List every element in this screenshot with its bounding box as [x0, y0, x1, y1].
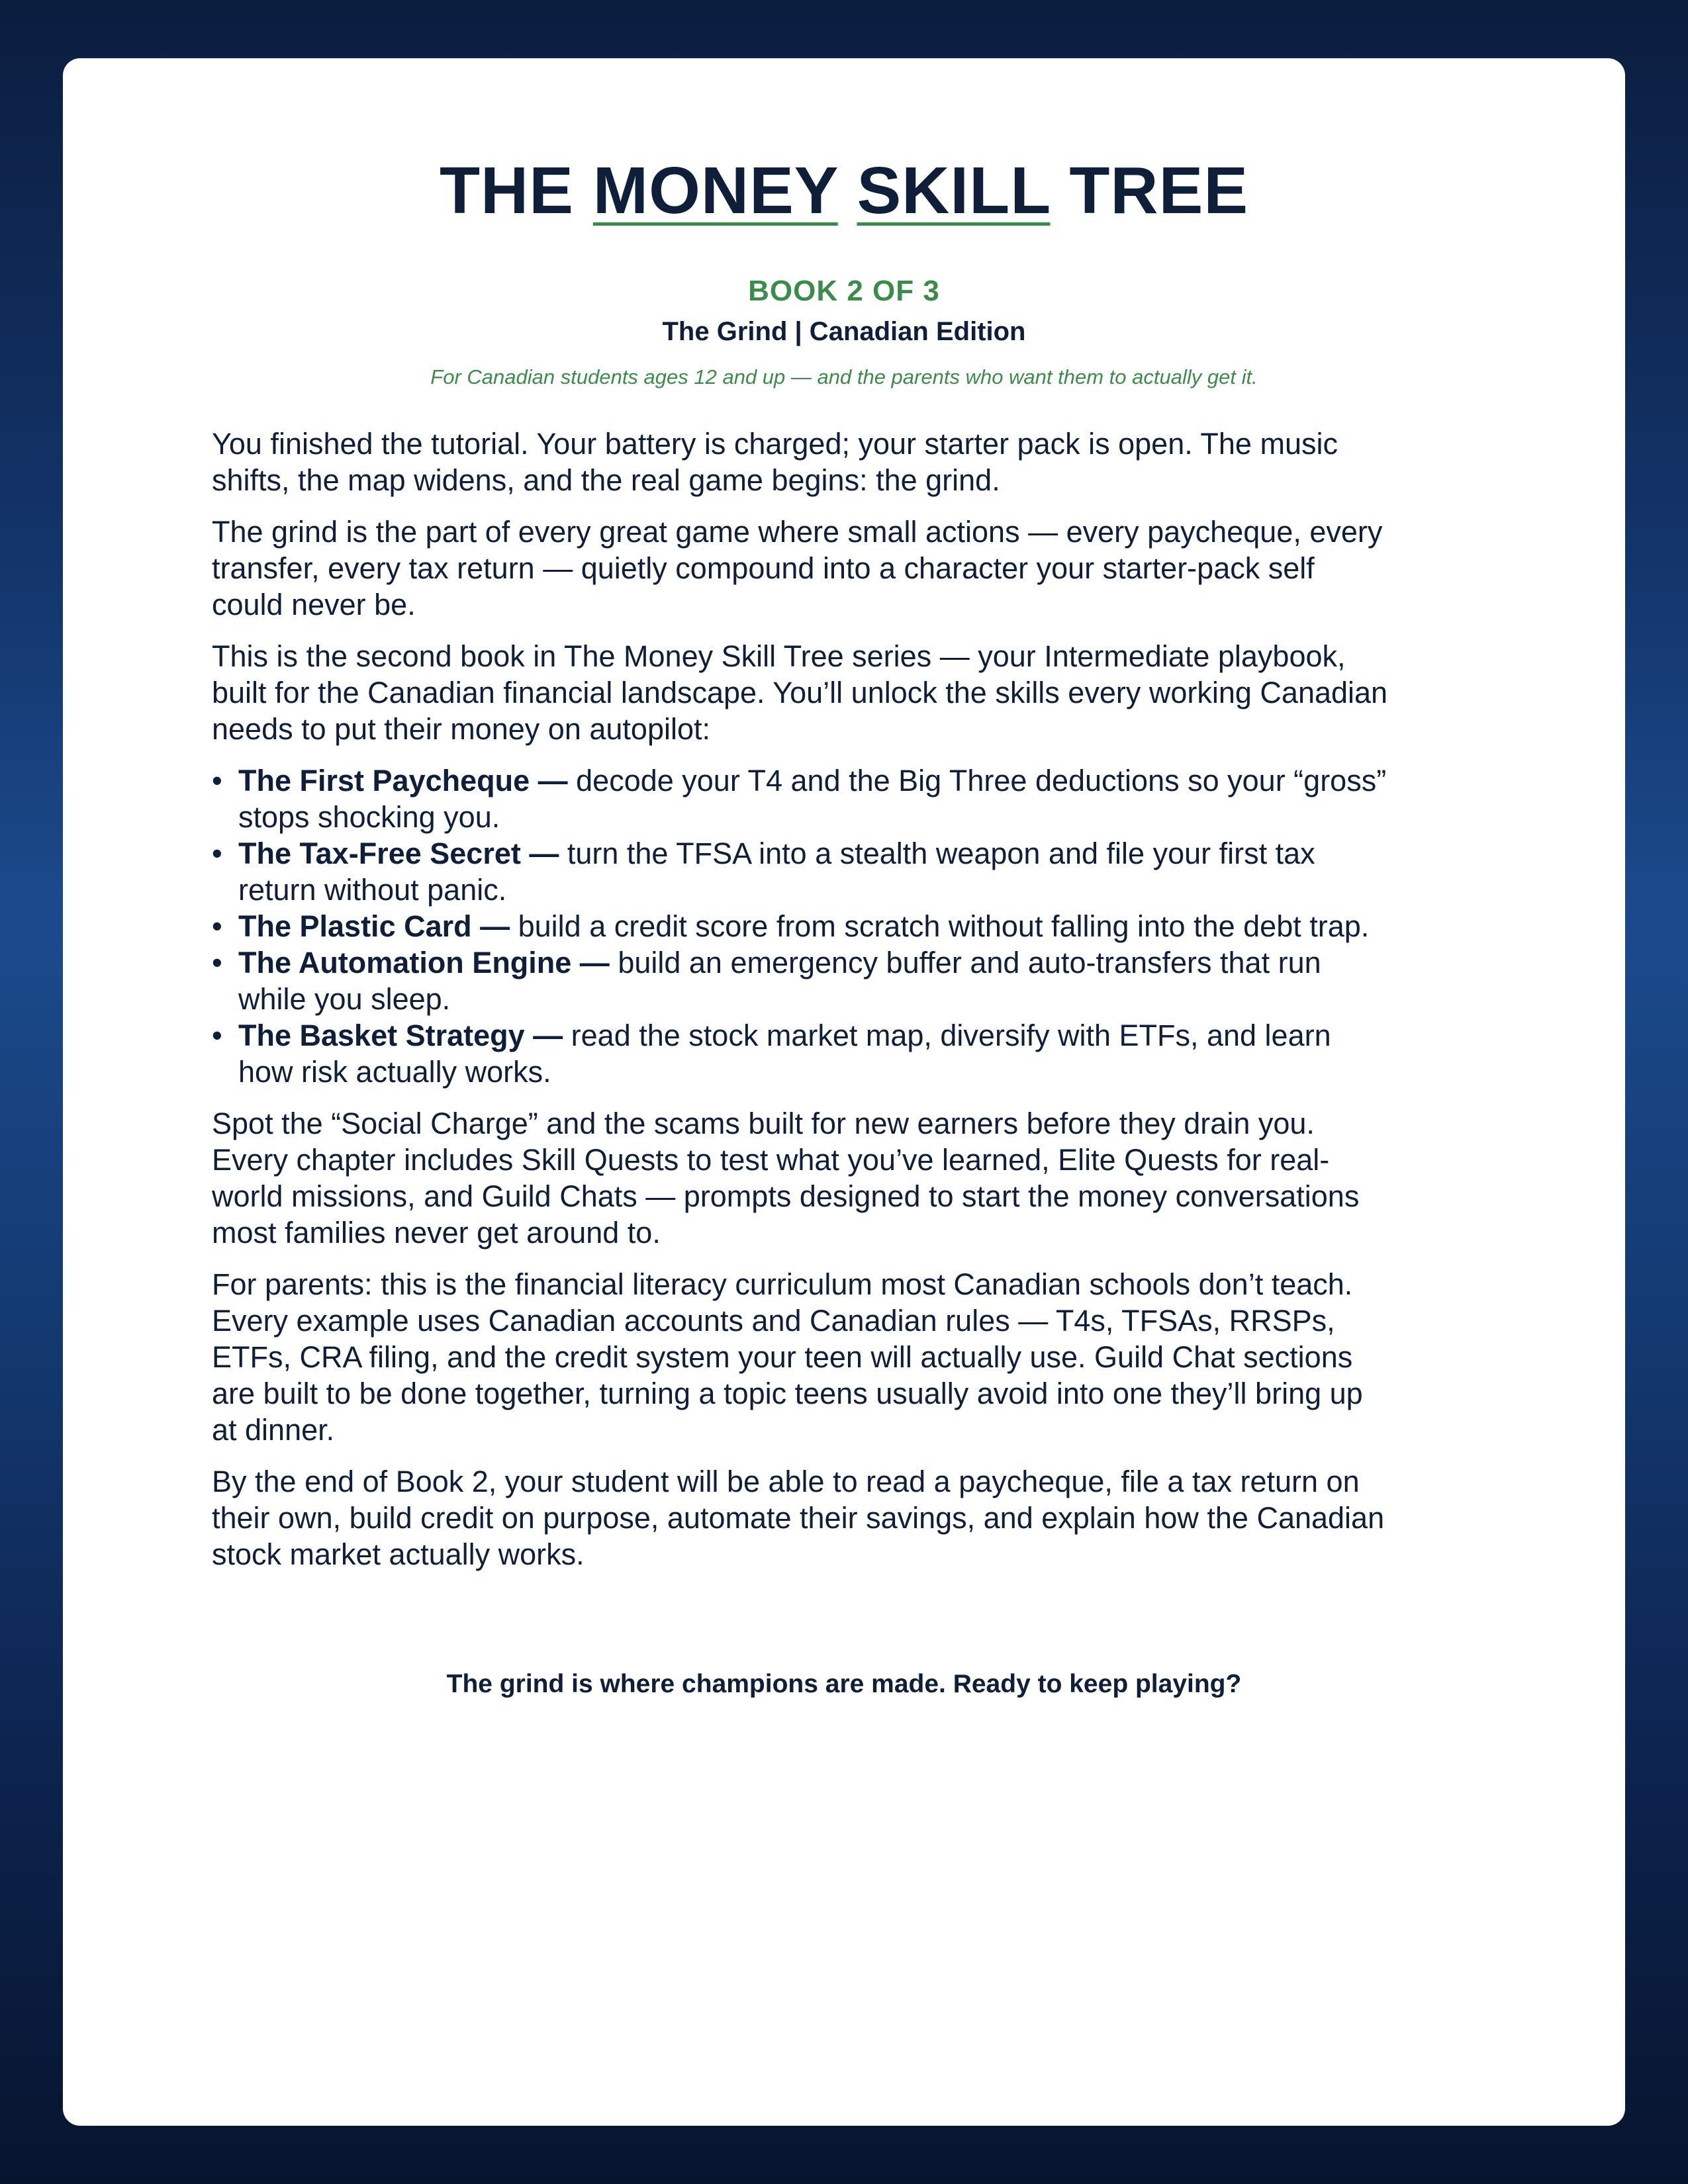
skill-item — [212, 1017, 1390, 1090]
paragraph-outcomes: By the end of Book 2, your student will be able to read a paycheque, file a tax return on their own, build credit on purpose, automate their savings, and explain how the Canadian stock market actually works. — [212, 1465, 1385, 1571]
skill-item — [212, 762, 1390, 835]
title-part-skill: SKILL — [857, 154, 1051, 228]
body-text — [212, 426, 1390, 1588]
edition-subtitle: The Grind | Canadian Edition — [662, 317, 1026, 346]
skill-name: The Tax-Free Secret — — [238, 837, 559, 870]
skill-description: build an emergency buffer and auto-transfers that run while you sleep. — [238, 946, 1321, 1016]
skill-name: The First Paycheque — — [238, 764, 568, 797]
skill-description: read the stock market map, diversify with ETFs, and learn how risk actually works. — [238, 1019, 1331, 1089]
back-cover-card — [63, 58, 1625, 2126]
skill-item — [212, 835, 1390, 908]
paragraph-intro: You finished the tutorial. Your battery is charged; your starter pack is open. The music shifts, the map widens, and the real game begins: the grind. — [212, 427, 1338, 497]
book-title — [63, 154, 1625, 228]
skill-description: turn the TFSA into a stealth weapon and file your first tax return without panic. — [238, 837, 1315, 907]
title-space — [838, 154, 857, 228]
paragraph-parents: For parents: this is the financial literacy curriculum most Canadian schools don’t teach. Every example uses Canadian accounts and Canadian rules — T4s, TFSAs, RRSPs, ETFs, CRA filing, and the credit system your teen will actually use. Guild Chat sections are built to be done together, turning a topic teens usually avoid into one they’ll bring up at dinner. — [212, 1267, 1363, 1447]
bullet-icon: • — [212, 764, 222, 797]
book-number: BOOK 2 OF 3 — [748, 275, 940, 307]
bullet-icon: • — [212, 837, 222, 870]
skill-name: The Plastic Card — — [238, 909, 510, 943]
skills-list — [212, 762, 1390, 1090]
title-part-the: THE — [439, 154, 593, 228]
audience-tagline: For Canadian students ages 12 and up — and the parents who want them to actually get it. — [430, 365, 1258, 388]
skill-item — [212, 908, 1390, 944]
skill-name: The Basket Strategy — — [238, 1019, 563, 1052]
skill-item — [212, 944, 1390, 1017]
skill-description: decode your T4 and the Big Three deductions so your “gross” stops shocking you. — [238, 764, 1387, 834]
title-part-tree: TREE — [1050, 154, 1249, 228]
bullet-icon: • — [212, 946, 222, 979]
bullet-icon: • — [212, 1019, 222, 1052]
paragraph-grind: The grind is the part of every great game where small actions — every paycheque, every transfer, every tax return — quietly compound into a character your starter-pack self could never be. — [212, 515, 1383, 621]
paragraph-quests: Spot the “Social Charge” and the scams built for new earners before they drain you. Every chapter includes Skill Quests to test what you’ve learned, Elite Quests for real-world missions, and Guild Chats — prompts designed to start the money conversations most families never get around to. — [212, 1107, 1360, 1250]
paragraph-series: This is the second book in The Money Skill Tree series — your Intermediate playbook, built for the Canadian financial landscape. You’ll unlock the skills every working Canadian needs to put their money on autopilot: — [212, 639, 1388, 746]
bullet-icon: • — [212, 909, 222, 943]
closing-line: The grind is where champions are made. Ready to keep playing? — [446, 1670, 1242, 1698]
skill-description: build a credit score from scratch without falling into the debt trap. — [510, 909, 1370, 943]
title-part-money: MONEY — [592, 154, 838, 228]
skill-name: The Automation Engine — — [238, 946, 610, 979]
